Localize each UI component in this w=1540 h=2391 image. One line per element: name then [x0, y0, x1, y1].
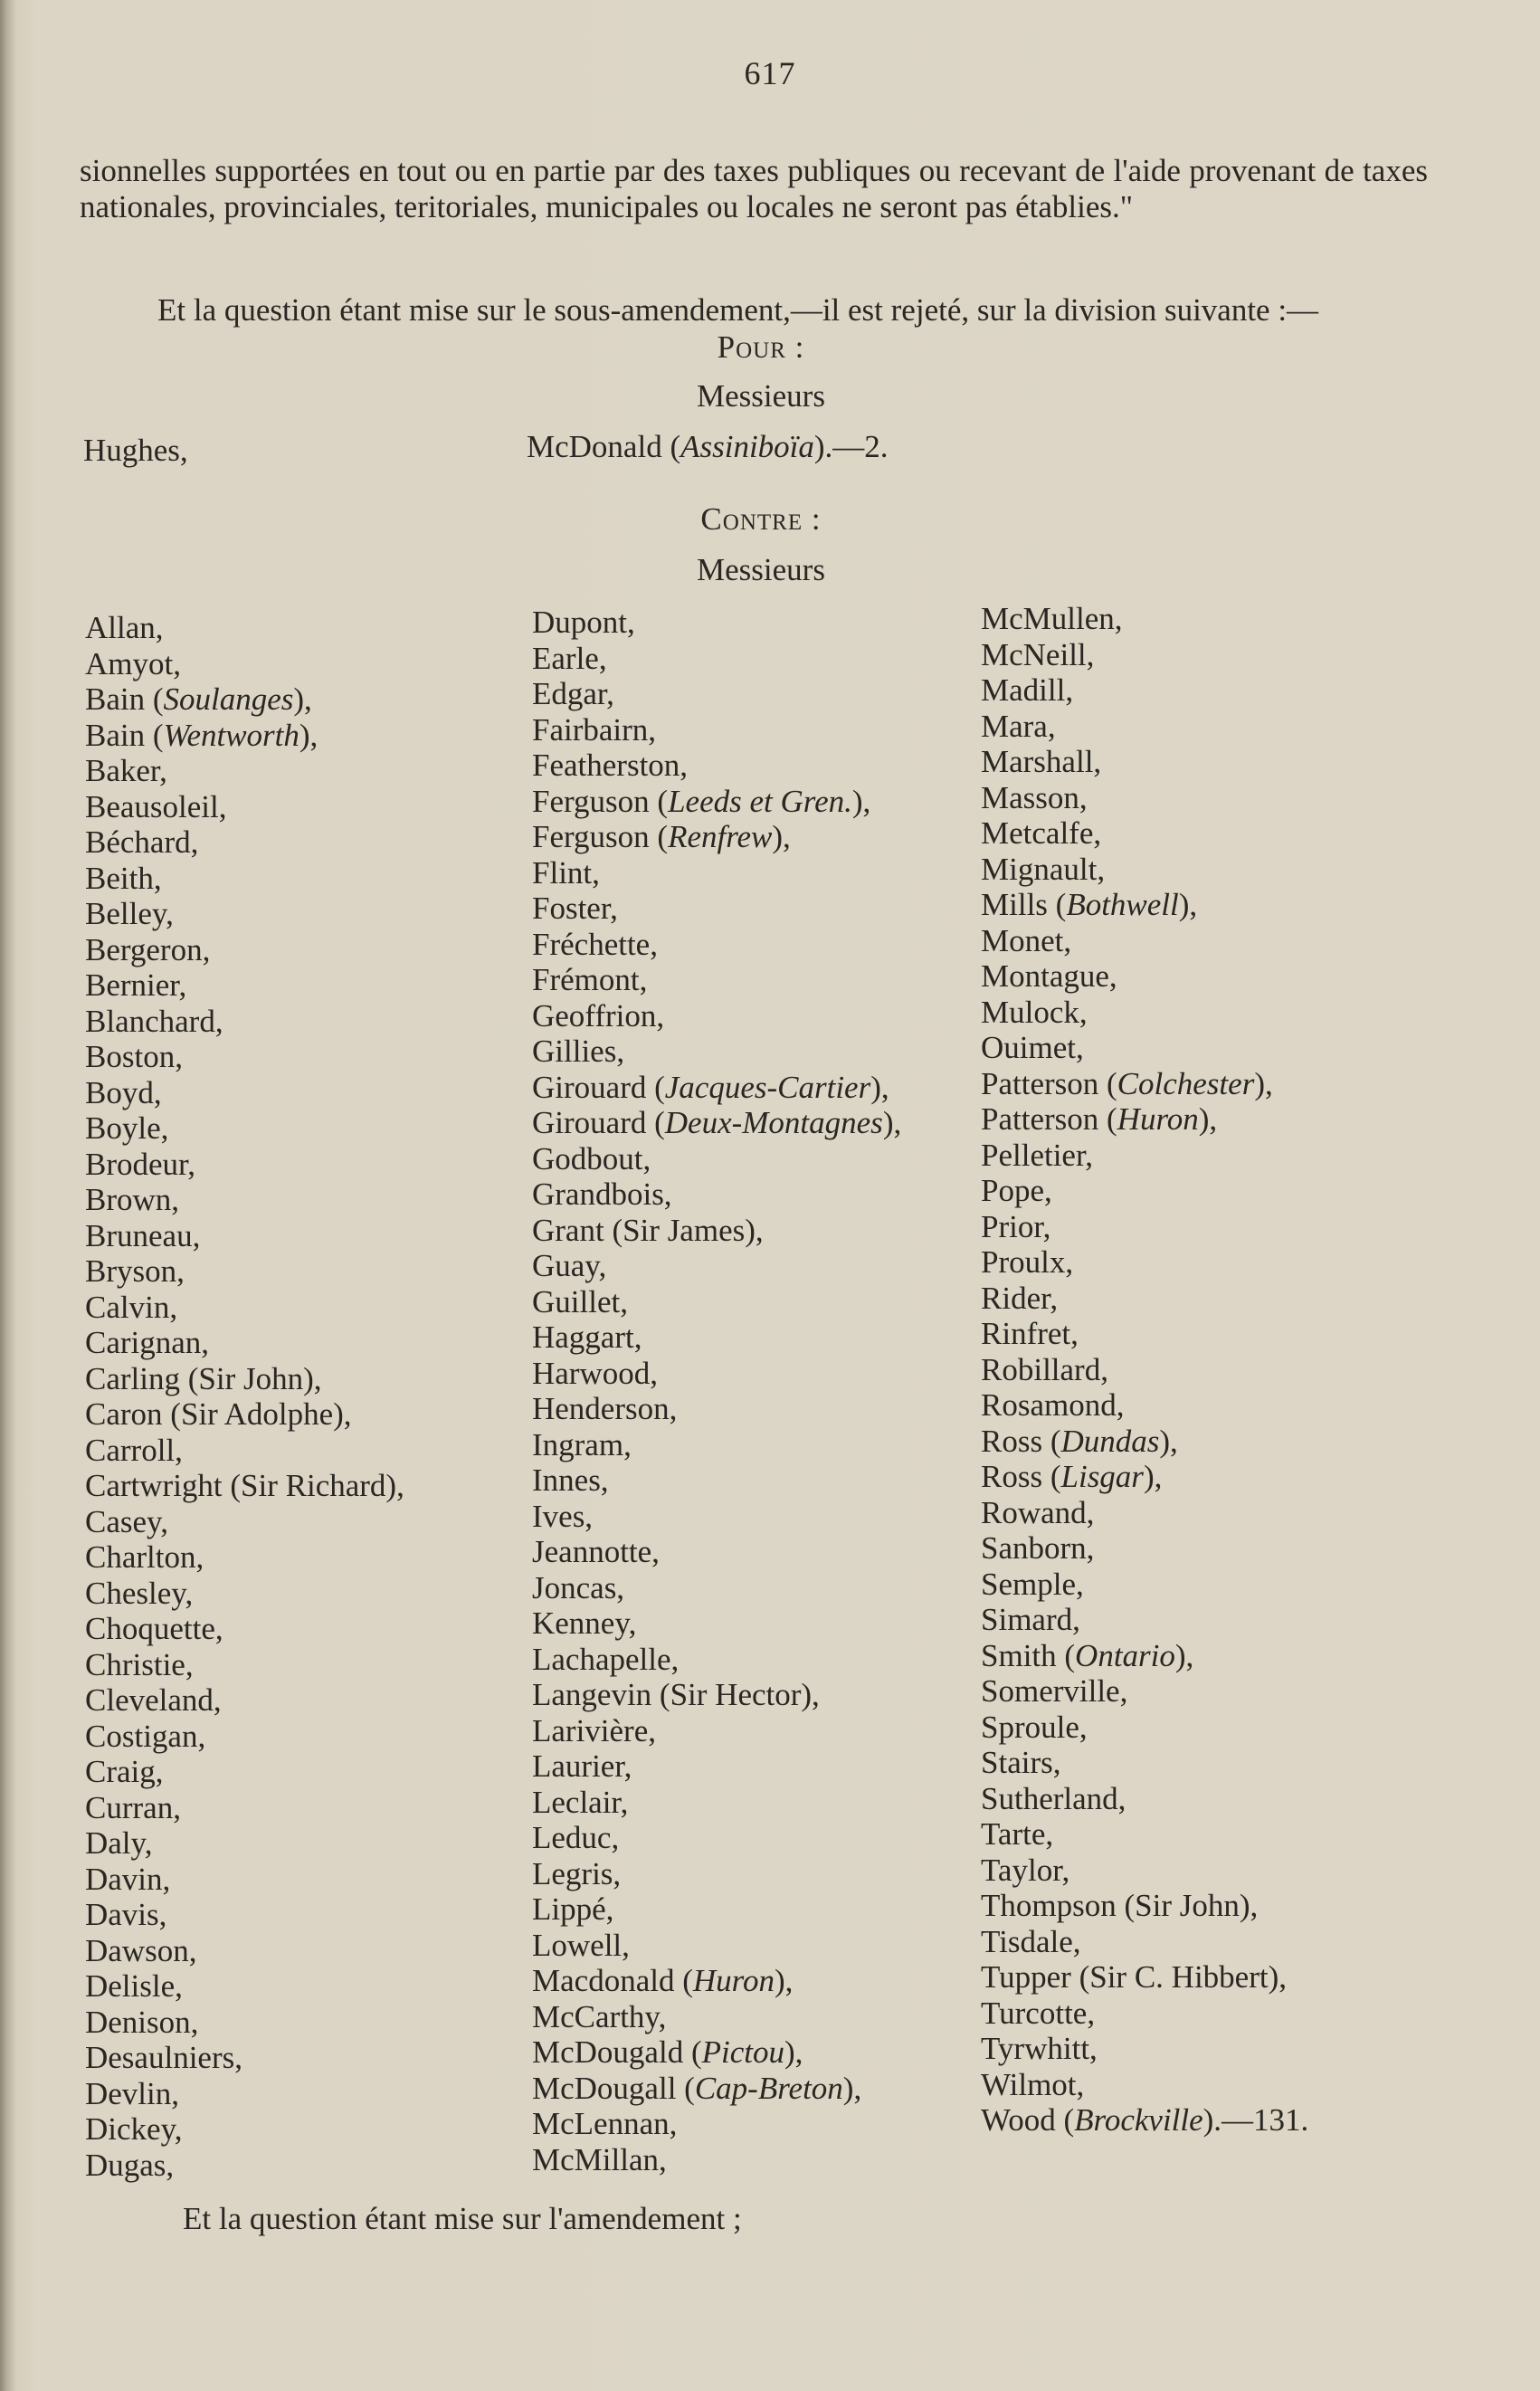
member-name: Tarte,: [981, 1816, 1054, 1852]
member-name: Charlton,: [85, 1539, 204, 1575]
member-name: McLennan,: [532, 2106, 678, 2141]
member-name: Ferguson (Renfrew),: [532, 819, 791, 854]
member-name: Pope,: [981, 1173, 1052, 1208]
member-name: Pelletier,: [981, 1137, 1093, 1173]
member-name: Girouard (Deux-Montagnes),: [532, 1105, 902, 1140]
member-name: Rosamond,: [981, 1387, 1125, 1423]
member-name: Davin,: [85, 1861, 171, 1897]
member-name: Grant (Sir James),: [532, 1212, 764, 1248]
member-name: Larivière,: [532, 1712, 656, 1748]
member-name: Caron (Sir Adolphe),: [85, 1396, 352, 1432]
member-name: Ives,: [532, 1498, 594, 1534]
member-name: Leduc,: [532, 1820, 620, 1855]
member-name: Casey,: [85, 1503, 169, 1539]
member-name: Henderson,: [532, 1391, 678, 1426]
member-name: Dawson,: [85, 1932, 197, 1968]
member-name: Bruneau,: [85, 1217, 201, 1253]
member-name: Beith,: [85, 860, 162, 896]
member-name: Bernier,: [85, 967, 187, 1003]
member-name: Ross (Dundas),: [981, 1423, 1178, 1459]
member-name: Curran,: [85, 1789, 181, 1825]
member-name: Bergeron,: [85, 931, 211, 967]
member-name: Foster,: [532, 891, 618, 926]
member-name: Hughes,: [83, 433, 188, 468]
member-name: Robillard,: [981, 1351, 1108, 1387]
member-name: Chesley,: [85, 1575, 194, 1611]
member-name: Carignan,: [85, 1325, 210, 1360]
member-name: Godbout,: [532, 1140, 651, 1176]
member-name: Mulock,: [981, 994, 1088, 1030]
member-name: Rinfret,: [981, 1316, 1079, 1351]
member-name: Dupont,: [532, 605, 635, 640]
member-name: Ferguson (Leeds et Gren.),: [532, 783, 871, 819]
member-name: Denison,: [85, 2004, 199, 2040]
member-name: Featherston,: [532, 748, 689, 783]
member-name: Stairs,: [981, 1745, 1061, 1780]
pour-messieurs: Messieurs: [697, 378, 825, 414]
member-name: Metcalfe,: [981, 815, 1102, 851]
member-name: Blanchard,: [85, 1003, 223, 1039]
member-name: Smith (Ontario),: [981, 1637, 1194, 1673]
member-name: Cartwright (Sir Richard),: [85, 1468, 404, 1503]
member-name: Brown,: [85, 1182, 180, 1217]
member-name: Mignault,: [981, 851, 1106, 887]
member-name: Boyd,: [85, 1074, 162, 1110]
member-name: Proulx,: [981, 1244, 1074, 1280]
member-name: Allan,: [85, 610, 164, 645]
closing-line: Et la question étant mise sur l'amendement ;: [183, 2201, 742, 2236]
member-name: Wood (Brockville).—131.: [981, 2102, 1309, 2138]
member-name: Macdonald (Huron),: [532, 1963, 794, 1998]
member-name: Carroll,: [85, 1432, 183, 1468]
member-name: Tyrwhitt,: [981, 2031, 1098, 2066]
member-name: Lachapelle,: [532, 1641, 680, 1677]
member-name: Dickey,: [85, 2111, 183, 2147]
member-name: Ouimet,: [981, 1030, 1084, 1065]
member-name: Semple,: [981, 1566, 1084, 1602]
page-number: 617: [744, 55, 796, 91]
member-name: Patterson (Huron),: [981, 1101, 1218, 1137]
member-name: Harwood,: [532, 1355, 658, 1391]
member-name: Fairbairn,: [532, 711, 657, 748]
member-name: Bain (Soulanges),: [85, 681, 312, 717]
member-name: Sproule,: [981, 1709, 1088, 1745]
member-name: Carling (Sir John),: [85, 1360, 322, 1396]
member-name: Turcotte,: [981, 1995, 1096, 2031]
member-name: Rowand,: [981, 1494, 1095, 1530]
member-name: Sanborn,: [981, 1530, 1095, 1566]
member-name: Leclair,: [532, 1784, 629, 1820]
member-name: Masson,: [981, 779, 1088, 815]
member-name: Haggart,: [532, 1319, 642, 1355]
member-name: Sutherland,: [981, 1780, 1126, 1816]
member-name: Patterson (Colchester),: [981, 1065, 1273, 1101]
question-paragraph: Et la question étant mise sur le sous-amendement,—il est rejeté, sur la division suivante :—: [157, 292, 1319, 328]
member-name: Simard,: [981, 1602, 1080, 1637]
pour-heading: Pour :: [717, 329, 805, 365]
member-name: Desaulniers,: [85, 2040, 242, 2075]
member-name: Girouard (Jacques-Cartier),: [532, 1069, 889, 1105]
intro-paragraph: sionnelles supportées en tout ou en partie par des taxes publiques ou recevant de l'aide provenant de taxes nationales, provinciales, teritoriales, municipales ou locales ne seront pas établies.": [80, 153, 1428, 224]
member-name: Guay,: [532, 1248, 607, 1283]
member-name: Choquette,: [85, 1611, 223, 1646]
member-name: Davis,: [85, 1897, 167, 1932]
member-name: Rider,: [981, 1280, 1059, 1316]
member-name: Baker,: [85, 753, 167, 788]
member-name: Amyot,: [85, 645, 181, 681]
member-name: Belley,: [85, 896, 174, 931]
member-name: Cleveland,: [85, 1682, 222, 1718]
member-name: Prior,: [981, 1208, 1051, 1244]
member-name: McNeill,: [981, 636, 1095, 672]
member-name: Craig,: [85, 1754, 164, 1789]
member-name: Costigan,: [85, 1718, 206, 1754]
member-name: Bryson,: [85, 1253, 185, 1289]
member-name: Frémont,: [532, 962, 648, 997]
member-name: Boyle,: [85, 1110, 169, 1146]
member-name: Calvin,: [85, 1289, 178, 1325]
member-name: McDonald (Assiniboïa).—2.: [527, 429, 889, 464]
member-name: Tupper (Sir C. Hibbert),: [981, 1959, 1288, 1995]
member-name: Geoffrion,: [532, 997, 665, 1034]
member-name: Montague,: [981, 958, 1117, 994]
member-name: Earle,: [532, 640, 607, 676]
member-name: Laurier,: [532, 1748, 632, 1784]
member-name: Langevin (Sir Hector),: [532, 1677, 820, 1712]
member-name: Brodeur,: [85, 1146, 196, 1182]
member-name: Innes,: [532, 1462, 609, 1498]
member-name: Wilmot,: [981, 2066, 1085, 2102]
member-name: Dugas,: [85, 2147, 175, 2183]
member-name: Jeannotte,: [532, 1534, 660, 1569]
member-name: Joncas,: [532, 1569, 625, 1605]
member-name: Ross (Lisgar),: [981, 1459, 1163, 1494]
member-name: McDougald (Pictou),: [532, 2034, 803, 2070]
member-name: Lowell,: [532, 1927, 630, 1963]
member-name: Guillet,: [532, 1283, 628, 1319]
member-name: Somerville,: [981, 1673, 1128, 1709]
contre-heading: Contre :: [700, 501, 822, 537]
contre-column-1: [85, 610, 404, 2183]
member-name: Flint,: [532, 854, 600, 891]
member-name: McMillan,: [532, 2141, 667, 2177]
member-name: Monet,: [981, 922, 1072, 958]
member-name: Beausoleil,: [85, 788, 227, 824]
member-name: Devlin,: [85, 2075, 180, 2111]
member-name: Daly,: [85, 1825, 153, 1861]
member-name: Edgar,: [532, 676, 614, 711]
member-name: Christie,: [85, 1646, 194, 1682]
pour-column-2: [527, 429, 889, 465]
contre-messieurs: Messieurs: [697, 552, 825, 587]
member-name: McDougall (Cap-Breton),: [532, 2070, 862, 2106]
member-name: Thompson (Sir John),: [981, 1888, 1259, 1923]
member-name: McMullen,: [981, 601, 1123, 636]
member-name: Grandbois,: [532, 1176, 672, 1212]
member-name: McCarthy,: [532, 1998, 667, 2034]
contre-column-3: [981, 601, 1308, 2139]
member-name: Gillies,: [532, 1034, 625, 1069]
member-name: Boston,: [85, 1039, 183, 1074]
member-name: Madill,: [981, 672, 1074, 708]
member-name: Tisdale,: [981, 1923, 1081, 1959]
member-name: Mills (Bothwell),: [981, 887, 1198, 922]
member-name: Kenney,: [532, 1605, 637, 1641]
member-name: Bain (Wentworth),: [85, 717, 318, 753]
member-name: Delisle,: [85, 1968, 183, 2004]
member-name: Fréchette,: [532, 926, 658, 962]
member-name: Legris,: [532, 1855, 622, 1891]
member-name: Lippé,: [532, 1891, 614, 1927]
contre-column-2: [532, 605, 901, 2177]
pour-column-1: [83, 433, 188, 469]
member-name: Taylor,: [981, 1852, 1070, 1888]
member-name: Mara,: [981, 708, 1056, 744]
member-name: Marshall,: [981, 744, 1102, 779]
member-name: Béchard,: [85, 824, 199, 860]
member-name: Ingram,: [532, 1426, 632, 1462]
